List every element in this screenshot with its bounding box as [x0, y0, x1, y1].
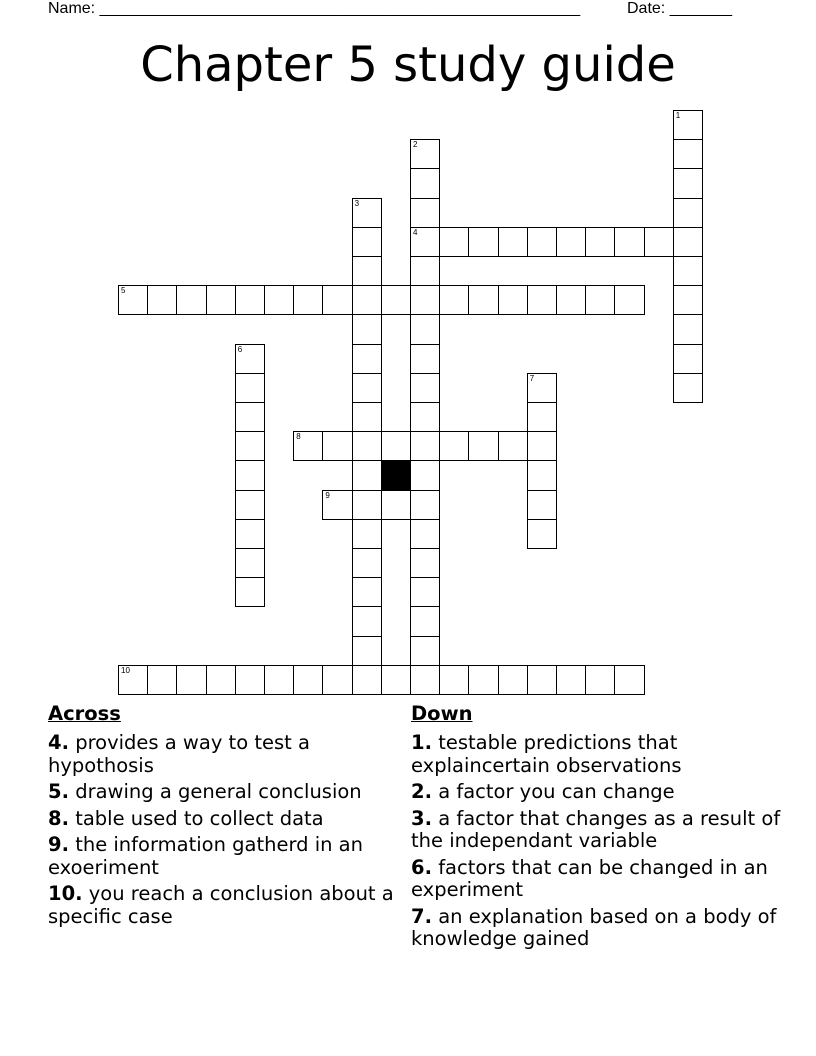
crossword-cell[interactable] — [322, 285, 352, 315]
clue-text: you reach a conclusion about a specific case — [48, 882, 394, 928]
crossword-cell[interactable] — [410, 490, 440, 520]
crossword-cell[interactable] — [410, 344, 440, 374]
clue-down-7 — [411, 906, 781, 951]
crossword-cell[interactable] — [352, 460, 382, 490]
crossword-cell[interactable] — [585, 285, 615, 315]
crossword-cell[interactable] — [293, 665, 323, 695]
clue-number: 6. — [411, 855, 432, 879]
crossword-cell[interactable] — [352, 373, 382, 403]
crossword-cell[interactable] — [410, 373, 440, 403]
crossword-cell[interactable] — [673, 344, 703, 374]
clue-across-10 — [48, 883, 400, 928]
crossword-cell[interactable] — [673, 227, 703, 257]
crossword-cell[interactable] — [293, 431, 323, 461]
crossword-cell[interactable] — [235, 577, 265, 607]
cell-number: 10 — [121, 665, 130, 675]
crossword-cell[interactable] — [235, 402, 265, 432]
crossword-cell[interactable] — [352, 431, 382, 461]
cell-number: 7 — [529, 373, 535, 383]
crossword-cell[interactable] — [498, 665, 528, 695]
crossword-cell[interactable] — [585, 665, 615, 695]
across-clues — [48, 702, 400, 932]
crossword-cell[interactable] — [352, 344, 382, 374]
crossword-cell[interactable] — [352, 314, 382, 344]
crossword-cell[interactable] — [410, 139, 440, 169]
crossword-cell[interactable] — [352, 665, 382, 695]
crossword-cell[interactable] — [410, 636, 440, 666]
crossword-cell[interactable] — [410, 285, 440, 315]
crossword-cell[interactable] — [352, 256, 382, 286]
crossword-cell[interactable] — [527, 665, 557, 695]
crossword-cell[interactable] — [410, 606, 440, 636]
crossword-cell[interactable] — [381, 431, 411, 461]
crossword-cell[interactable] — [673, 198, 703, 228]
clue-across-4 — [48, 732, 400, 777]
crossword-cell[interactable] — [352, 577, 382, 607]
crossword-cell[interactable] — [673, 139, 703, 169]
crossword-cell[interactable] — [293, 285, 323, 315]
clue-text: provides a way to test a hypothosis — [48, 731, 310, 777]
across-heading: Across — [48, 702, 121, 725]
down-heading: Down — [411, 702, 473, 725]
crossword-cell[interactable] — [352, 227, 382, 257]
crossword-cell[interactable] — [235, 665, 265, 695]
crossword-cell[interactable] — [235, 285, 265, 315]
cell-number: 2 — [413, 140, 418, 150]
crossword-cell[interactable] — [235, 490, 265, 520]
clue-number: 9. — [48, 833, 69, 856]
crossword-cell[interactable] — [118, 285, 148, 315]
crossword-cell[interactable] — [527, 431, 557, 461]
crossword-cell[interactable] — [527, 460, 557, 490]
crossword-cell[interactable] — [206, 285, 236, 315]
crossword-cell[interactable] — [439, 431, 469, 461]
crossword-cell[interactable] — [644, 227, 674, 257]
crossword-cell[interactable] — [410, 460, 440, 490]
clue-text: a factor that changes as a result of the independant variable — [411, 806, 781, 852]
clue-number: 10. — [48, 882, 83, 905]
clue-text: table used to collect data — [75, 806, 324, 830]
clue-number: 3. — [411, 806, 432, 830]
crossword-cell[interactable] — [527, 285, 557, 315]
crossword-cell[interactable] — [556, 665, 586, 695]
crossword-cell[interactable] — [410, 519, 440, 549]
crossword-cell[interactable] — [322, 665, 352, 695]
crossword-cell[interactable] — [147, 285, 177, 315]
cell-number: 6 — [237, 344, 243, 354]
date-field[interactable]: Date: _______ — [627, 0, 732, 17]
crossword-cell[interactable] — [498, 285, 528, 315]
clue-text: a factor you can change — [438, 780, 675, 803]
cell-number: 8 — [296, 432, 301, 442]
crossword-cell[interactable] — [614, 227, 644, 257]
crossword-cell[interactable] — [673, 168, 703, 198]
crossword-cell[interactable] — [527, 402, 557, 432]
clue-text: an explanation based on a body of knowledge gained — [411, 904, 777, 950]
crossword-cell[interactable] — [498, 227, 528, 257]
crossword-cell[interactable] — [410, 198, 440, 228]
crossword-cell[interactable] — [352, 490, 382, 520]
clue-number: 8. — [48, 806, 69, 830]
clue-number: 7. — [411, 904, 432, 928]
crossword-cell[interactable] — [527, 227, 557, 257]
crossword-cell[interactable] — [352, 402, 382, 432]
crossword-cell[interactable] — [614, 665, 644, 695]
page-title: Chapter 5 study guide — [140, 37, 676, 93]
crossword-cell[interactable] — [176, 285, 206, 315]
crossword-cell[interactable] — [410, 314, 440, 344]
crossword-cell[interactable] — [410, 402, 440, 432]
crossword-cell[interactable] — [468, 431, 498, 461]
crossword-cell[interactable] — [468, 665, 498, 695]
crossword-cell[interactable] — [410, 431, 440, 461]
crossword-cell[interactable] — [381, 285, 411, 315]
clue-text: the information gatherd in an exoeriment — [48, 833, 363, 879]
crossword-cell[interactable] — [556, 285, 586, 315]
crossword-cell[interactable] — [118, 665, 148, 695]
crossword-cell[interactable] — [206, 665, 236, 695]
crossword-cell[interactable] — [468, 285, 498, 315]
crossword-cell[interactable] — [439, 285, 469, 315]
crossword-cell[interactable] — [352, 519, 382, 549]
crossword-cell[interactable] — [410, 256, 440, 286]
clue-across-9 — [48, 834, 400, 879]
crossword-cell[interactable] — [614, 285, 644, 315]
crossword-cell[interactable] — [147, 665, 177, 695]
crossword-cell[interactable] — [352, 198, 382, 228]
crossword-cell[interactable] — [352, 636, 382, 666]
crossword-block — [381, 460, 411, 490]
crossword-cell[interactable] — [527, 490, 557, 520]
clue-number: 5. — [48, 780, 69, 803]
cell-number: 4 — [413, 227, 418, 237]
crossword-cell[interactable] — [264, 285, 294, 315]
crossword-cell[interactable] — [235, 460, 265, 490]
crossword-cell[interactable] — [527, 373, 557, 403]
crossword-cell[interactable] — [322, 431, 352, 461]
cell-number: 3 — [354, 198, 360, 208]
crossword-cell[interactable] — [673, 285, 703, 315]
clue-down-6 — [411, 857, 781, 902]
crossword-cell[interactable] — [235, 519, 265, 549]
clue-across-8 — [48, 808, 400, 831]
crossword-cell[interactable] — [352, 285, 382, 315]
down-clues — [411, 702, 781, 955]
crossword-cell[interactable] — [235, 373, 265, 403]
crossword-cell[interactable] — [468, 227, 498, 257]
crossword-cell[interactable] — [673, 314, 703, 344]
crossword-cell[interactable] — [322, 490, 352, 520]
crossword-cell[interactable] — [235, 344, 265, 374]
crossword-cell[interactable] — [527, 519, 557, 549]
crossword-cell[interactable] — [264, 665, 294, 695]
clue-down-2 — [411, 781, 781, 804]
cell-number: 5 — [121, 286, 126, 296]
crossword-cell[interactable] — [673, 110, 703, 140]
clue-text: drawing a general conclusion — [75, 780, 362, 803]
crossword-cell[interactable] — [352, 548, 382, 578]
name-field[interactable]: Name: ______________________________________________________ — [48, 0, 581, 17]
crossword-cell[interactable] — [410, 665, 440, 695]
clue-down-3 — [411, 808, 781, 853]
crossword-cell[interactable] — [381, 490, 411, 520]
clue-text: testable predictions that explaincertain observations — [411, 731, 682, 777]
crossword-cell[interactable] — [235, 431, 265, 461]
crossword-cell[interactable] — [410, 577, 440, 607]
clue-number: 1. — [411, 731, 432, 754]
crossword-cell[interactable] — [176, 665, 206, 695]
crossword-cell[interactable] — [585, 227, 615, 257]
cell-number: 9 — [325, 490, 330, 500]
cell-number: 1 — [675, 111, 681, 120]
clue-text: factors that can be changed in an experiment — [411, 855, 768, 901]
clue-number: 2. — [411, 780, 432, 803]
crossword-cell[interactable] — [673, 373, 703, 403]
crossword-cell[interactable] — [498, 431, 528, 461]
clue-across-5 — [48, 781, 400, 804]
crossword-cell[interactable] — [410, 168, 440, 198]
clue-number: 4. — [48, 731, 69, 754]
crossword-cell[interactable] — [439, 665, 469, 695]
crossword-cell[interactable] — [673, 256, 703, 286]
crossword-cell[interactable] — [410, 227, 440, 257]
clue-down-1 — [411, 732, 781, 777]
crossword-cell[interactable] — [410, 548, 440, 578]
crossword-cell[interactable] — [381, 665, 411, 695]
crossword-cell[interactable] — [235, 548, 265, 578]
crossword-cell[interactable] — [352, 606, 382, 636]
crossword-cell[interactable] — [556, 227, 586, 257]
crossword-cell[interactable] — [439, 227, 469, 257]
